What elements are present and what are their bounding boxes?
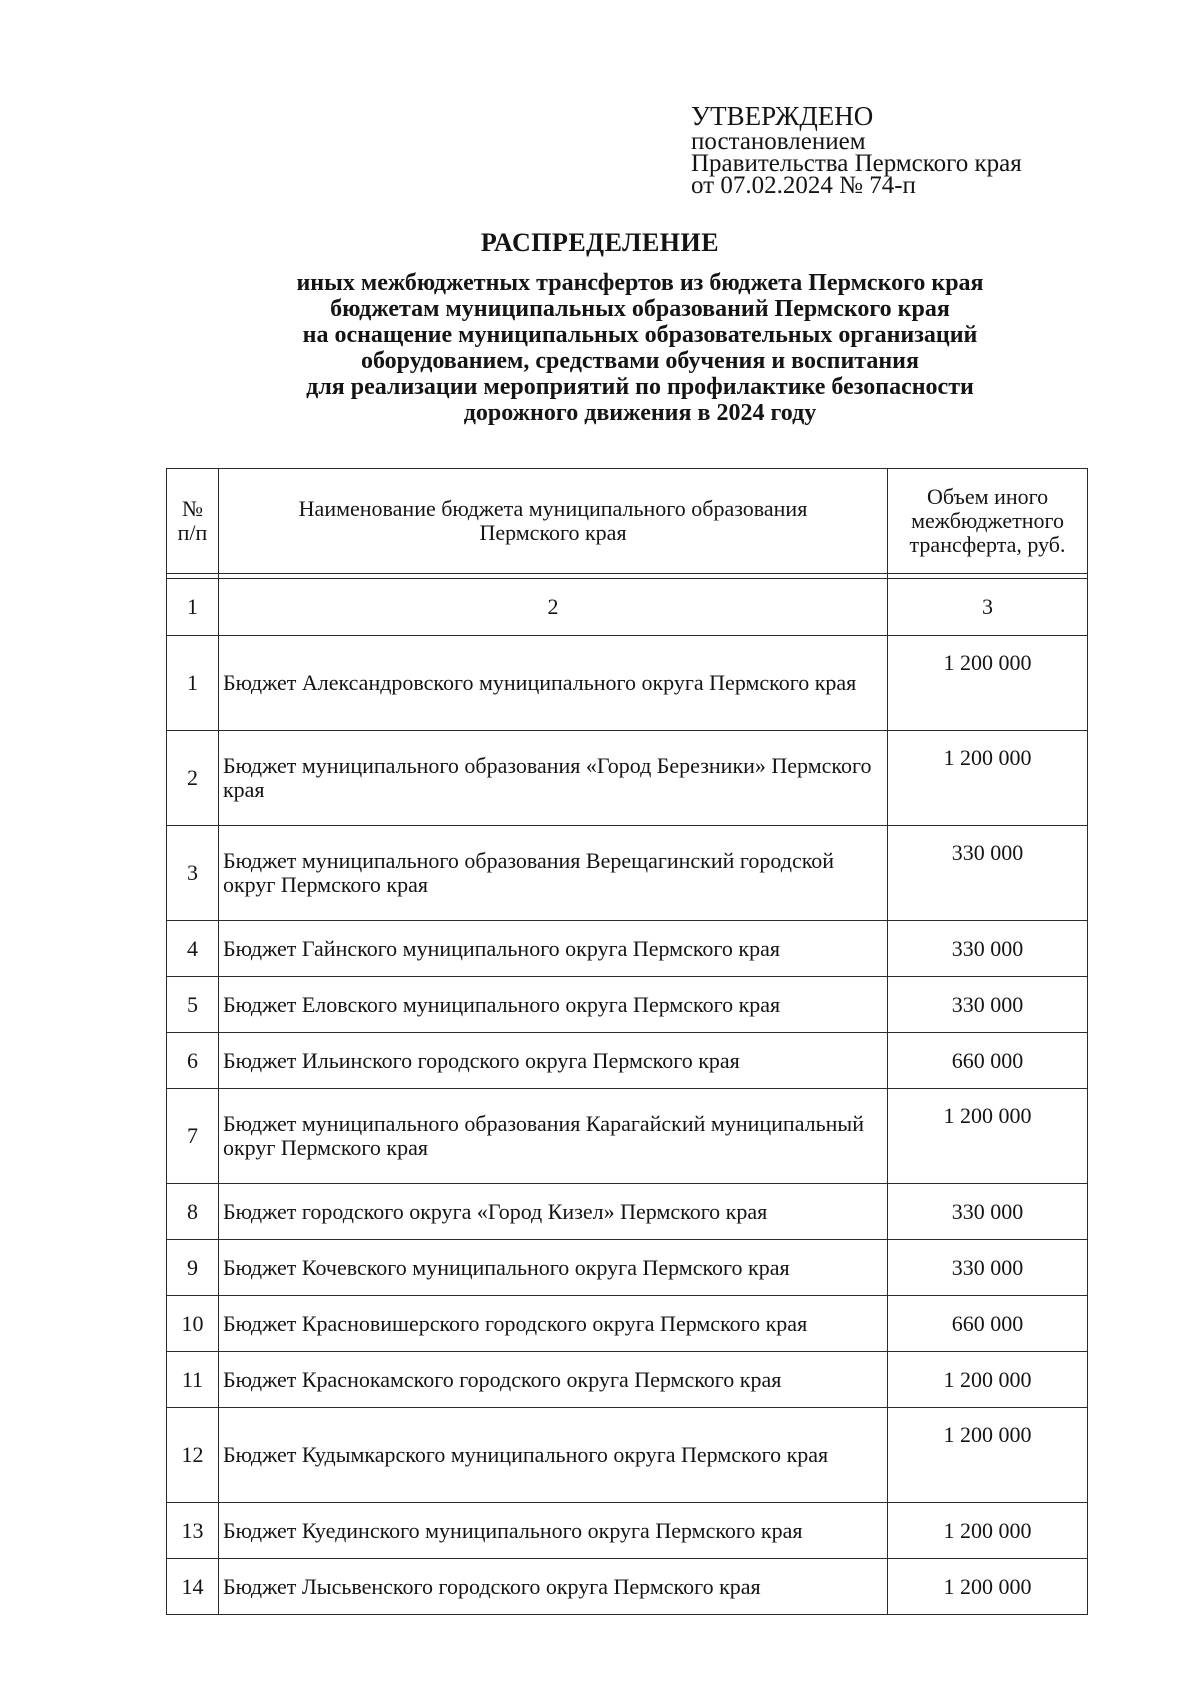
column-number-row [167, 579, 1088, 636]
table-row [167, 1559, 1088, 1615]
approval-stamp [691, 102, 1022, 197]
row-number: 2 [167, 731, 219, 826]
table-row [167, 1408, 1088, 1503]
header-name-line: Пермского края [479, 520, 627, 545]
table-row [167, 921, 1088, 977]
approval-date: от 07.02.2024 № 74-п [691, 172, 916, 199]
row-name: Бюджет Лысьвенского городского округа Пермского края [218, 1559, 887, 1615]
row-amount: 330 000 [888, 977, 1088, 1033]
header-amount-line: межбюджетного [911, 508, 1064, 533]
row-name: Бюджет Краснокамского городского округа Пермского края [218, 1352, 887, 1408]
table-row [167, 1352, 1088, 1408]
column-number: 2 [218, 579, 887, 636]
subtitle-line: на оснащение муниципальных образовательных организаций [302, 322, 978, 348]
subtitle-line: дорожного движения в 2024 году [463, 400, 817, 426]
row-name: Бюджет муниципального образования Верещагинский городской округ Пермского края [218, 826, 887, 921]
row-number: 3 [167, 826, 219, 921]
table-row [167, 1296, 1088, 1352]
column-number: 1 [167, 579, 219, 636]
approval-line: постановлением [691, 128, 866, 155]
row-number: 1 [167, 636, 219, 731]
row-number: 11 [167, 1352, 219, 1408]
row-name: Бюджет Кочевского муниципального округа Пермского края [218, 1240, 887, 1296]
table-row [167, 977, 1088, 1033]
row-name: Бюджет муниципального образования Карагайский муниципальный округ Пермского края [218, 1089, 887, 1184]
table-header-row [167, 469, 1088, 574]
table-row [167, 1240, 1088, 1296]
row-name: Бюджет Кудымкарского муниципального округа Пермского края [218, 1408, 887, 1503]
row-amount: 1 200 000 [888, 1408, 1088, 1503]
row-amount: 330 000 [888, 826, 1088, 921]
row-number: 10 [167, 1296, 219, 1352]
subtitle-line: бюджетам муниципальных образований Пермского края [330, 296, 950, 322]
header-name-line: Наименование бюджета муниципального образования [298, 496, 808, 521]
table-row [167, 826, 1088, 921]
header-number-line: п/п [177, 520, 208, 545]
row-amount: 1 200 000 [888, 636, 1088, 731]
document-title: РАСПРЕДЕЛЕНИЕ [480, 228, 720, 257]
distribution-table [166, 468, 1088, 1615]
row-name: Бюджет муниципального образования «Город Березники» Пермского края [218, 731, 887, 826]
row-amount: 660 000 [888, 1296, 1088, 1352]
row-amount: 1 200 000 [888, 1559, 1088, 1615]
row-number: 4 [167, 921, 219, 977]
table-row [167, 636, 1088, 731]
row-number: 7 [167, 1089, 219, 1184]
subtitle-line: иных межбюджетных трансфертов из бюджета Пермского края [296, 270, 984, 296]
header-name [218, 469, 887, 574]
row-amount: 330 000 [888, 1184, 1088, 1240]
header-amount-line: трансферта, руб. [909, 532, 1066, 557]
approval-line: Правительства Пермского края [691, 150, 1022, 177]
header-number [167, 469, 219, 574]
row-amount: 1 200 000 [888, 1089, 1088, 1184]
table-row [167, 1184, 1088, 1240]
subtitle-line: оборудованием, средствами обучения и воспитания [361, 348, 919, 374]
row-amount: 1 200 000 [888, 1352, 1088, 1408]
table-row [167, 1033, 1088, 1089]
row-name: Бюджет Красновишерского городского округа Пермского края [218, 1296, 887, 1352]
row-amount: 1 200 000 [888, 731, 1088, 826]
row-amount: 660 000 [888, 1033, 1088, 1089]
subtitle-line: для реализации мероприятий по профилактике безопасности [306, 374, 974, 400]
row-number: 12 [167, 1408, 219, 1503]
approval-heading: УТВЕРЖДЕНО [691, 101, 874, 131]
column-number: 3 [888, 579, 1088, 636]
row-number: 13 [167, 1503, 219, 1559]
table-row [167, 1503, 1088, 1559]
header-number-line: № [181, 496, 203, 521]
row-number: 6 [167, 1033, 219, 1089]
row-amount: 330 000 [888, 1240, 1088, 1296]
row-name: Бюджет Гайнского муниципального округа Пермского края [218, 921, 887, 977]
row-name: Бюджет Александровского муниципального округа Пермского края [218, 636, 887, 731]
row-name: Бюджет Ильинского городского округа Пермского края [218, 1033, 887, 1089]
table-row [167, 1089, 1088, 1184]
row-name: Бюджет городского округа «Город Кизел» Пермского края [218, 1184, 887, 1240]
header-amount-line: Объем иного [926, 484, 1049, 509]
row-number: 5 [167, 977, 219, 1033]
row-number: 8 [167, 1184, 219, 1240]
table-row [167, 731, 1088, 826]
row-amount: 330 000 [888, 921, 1088, 977]
row-number: 14 [167, 1559, 219, 1615]
row-name: Бюджет Куединского муниципального округа Пермского края [218, 1503, 887, 1559]
row-name: Бюджет Еловского муниципального округа Пермского края [218, 977, 887, 1033]
row-amount: 1 200 000 [888, 1503, 1088, 1559]
document-subtitle [180, 270, 1100, 426]
row-number: 9 [167, 1240, 219, 1296]
header-amount [888, 469, 1088, 574]
